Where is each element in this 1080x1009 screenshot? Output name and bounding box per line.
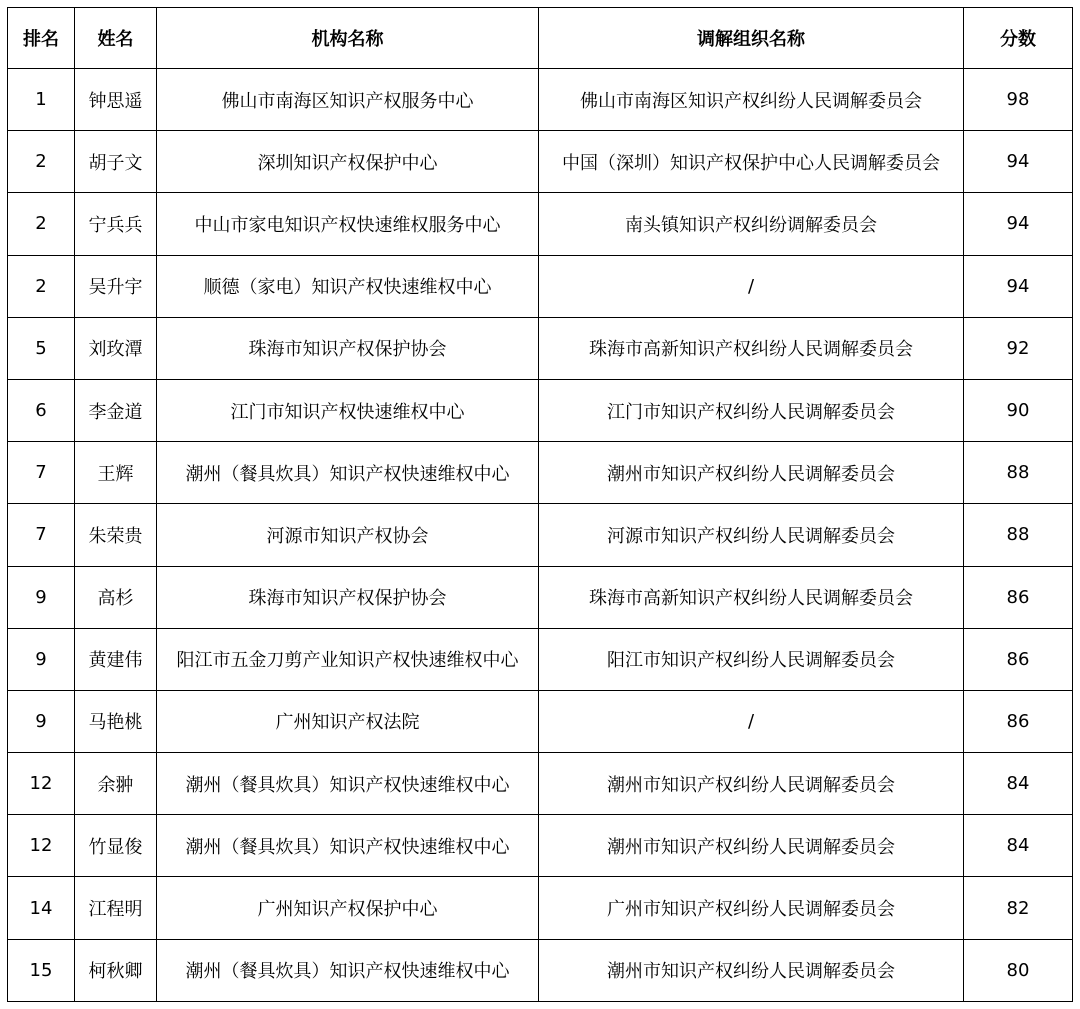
cell-rank: 5	[8, 317, 75, 379]
ranking-table	[7, 7, 1073, 1002]
cell-name: 竹显俊	[75, 815, 157, 877]
cell-org: 广州知识产权法院	[157, 690, 539, 752]
cell-mediation: 潮州市知识产权纠纷人民调解委员会	[539, 939, 964, 1001]
cell-rank: 12	[8, 753, 75, 815]
table-row	[8, 193, 1073, 255]
cell-mediation: 佛山市南海区知识产权纠纷人民调解委员会	[539, 69, 964, 131]
cell-rank: 9	[8, 566, 75, 628]
cell-mediation: 阳江市知识产权纠纷人民调解委员会	[539, 628, 964, 690]
table-row	[8, 815, 1073, 877]
cell-org: 顺德（家电）知识产权快速维权中心	[157, 255, 539, 317]
table-body	[8, 69, 1073, 1002]
cell-name: 吴升宇	[75, 255, 157, 317]
cell-org: 佛山市南海区知识产权服务中心	[157, 69, 539, 131]
cell-name: 王辉	[75, 442, 157, 504]
cell-mediation: 江门市知识产权纠纷人民调解委员会	[539, 379, 964, 441]
cell-rank: 6	[8, 379, 75, 441]
cell-score: 88	[964, 442, 1073, 504]
cell-rank: 14	[8, 877, 75, 939]
cell-mediation: 广州市知识产权纠纷人民调解委员会	[539, 877, 964, 939]
cell-org: 中山市家电知识产权快速维权服务中心	[157, 193, 539, 255]
cell-score: 84	[964, 815, 1073, 877]
cell-rank: 2	[8, 193, 75, 255]
cell-score: 88	[964, 504, 1073, 566]
table-row	[8, 379, 1073, 441]
header-score: 分数	[964, 8, 1073, 69]
cell-name: 马艳桃	[75, 690, 157, 752]
cell-mediation: 潮州市知识产权纠纷人民调解委员会	[539, 753, 964, 815]
cell-org: 深圳知识产权保护中心	[157, 131, 539, 193]
cell-rank: 7	[8, 442, 75, 504]
cell-org: 潮州（餐具炊具）知识产权快速维权中心	[157, 815, 539, 877]
table-row	[8, 69, 1073, 131]
table-header	[8, 8, 1073, 69]
table-row	[8, 753, 1073, 815]
cell-score: 98	[964, 69, 1073, 131]
table-row	[8, 628, 1073, 690]
cell-rank: 15	[8, 939, 75, 1001]
cell-mediation: 潮州市知识产权纠纷人民调解委员会	[539, 442, 964, 504]
cell-mediation: 南头镇知识产权纠纷调解委员会	[539, 193, 964, 255]
table-row	[8, 690, 1073, 752]
ranking-table-container	[7, 7, 1073, 1002]
cell-name: 余翀	[75, 753, 157, 815]
cell-mediation: 珠海市高新知识产权纠纷人民调解委员会	[539, 317, 964, 379]
cell-score: 80	[964, 939, 1073, 1001]
cell-mediation: 珠海市高新知识产权纠纷人民调解委员会	[539, 566, 964, 628]
table-row	[8, 317, 1073, 379]
cell-score: 82	[964, 877, 1073, 939]
cell-org: 珠海市知识产权保护协会	[157, 566, 539, 628]
cell-name: 柯秋卿	[75, 939, 157, 1001]
cell-name: 钟思遥	[75, 69, 157, 131]
cell-score: 84	[964, 753, 1073, 815]
header-name: 姓名	[75, 8, 157, 69]
cell-mediation: 潮州市知识产权纠纷人民调解委员会	[539, 815, 964, 877]
cell-org: 江门市知识产权快速维权中心	[157, 379, 539, 441]
header-org: 机构名称	[157, 8, 539, 69]
cell-org: 河源市知识产权协会	[157, 504, 539, 566]
cell-score: 94	[964, 193, 1073, 255]
cell-mediation: /	[539, 690, 964, 752]
table-row	[8, 131, 1073, 193]
cell-rank: 9	[8, 628, 75, 690]
cell-score: 86	[964, 628, 1073, 690]
cell-org: 潮州（餐具炊具）知识产权快速维权中心	[157, 442, 539, 504]
cell-score: 86	[964, 690, 1073, 752]
cell-rank: 9	[8, 690, 75, 752]
cell-score: 92	[964, 317, 1073, 379]
cell-score: 86	[964, 566, 1073, 628]
cell-name: 江程明	[75, 877, 157, 939]
cell-score: 94	[964, 255, 1073, 317]
cell-name: 宁兵兵	[75, 193, 157, 255]
table-row	[8, 504, 1073, 566]
cell-name: 李金道	[75, 379, 157, 441]
cell-name: 朱荣贵	[75, 504, 157, 566]
cell-name: 黄建伟	[75, 628, 157, 690]
cell-mediation: 河源市知识产权纠纷人民调解委员会	[539, 504, 964, 566]
table-row	[8, 877, 1073, 939]
cell-name: 刘玫潭	[75, 317, 157, 379]
cell-score: 94	[964, 131, 1073, 193]
cell-mediation: 中国（深圳）知识产权保护中心人民调解委员会	[539, 131, 964, 193]
cell-org: 潮州（餐具炊具）知识产权快速维权中心	[157, 753, 539, 815]
header-mediation: 调解组织名称	[539, 8, 964, 69]
table-row	[8, 442, 1073, 504]
table-row	[8, 939, 1073, 1001]
table-row	[8, 255, 1073, 317]
cell-name: 胡子文	[75, 131, 157, 193]
cell-rank: 7	[8, 504, 75, 566]
cell-name: 高杉	[75, 566, 157, 628]
cell-rank: 1	[8, 69, 75, 131]
header-rank: 排名	[8, 8, 75, 69]
cell-score: 90	[964, 379, 1073, 441]
cell-org: 广州知识产权保护中心	[157, 877, 539, 939]
cell-rank: 2	[8, 255, 75, 317]
cell-org: 潮州（餐具炊具）知识产权快速维权中心	[157, 939, 539, 1001]
cell-mediation: /	[539, 255, 964, 317]
cell-org: 阳江市五金刀剪产业知识产权快速维权中心	[157, 628, 539, 690]
cell-rank: 2	[8, 131, 75, 193]
table-row	[8, 566, 1073, 628]
header-row	[8, 8, 1073, 69]
cell-rank: 12	[8, 815, 75, 877]
cell-org: 珠海市知识产权保护协会	[157, 317, 539, 379]
